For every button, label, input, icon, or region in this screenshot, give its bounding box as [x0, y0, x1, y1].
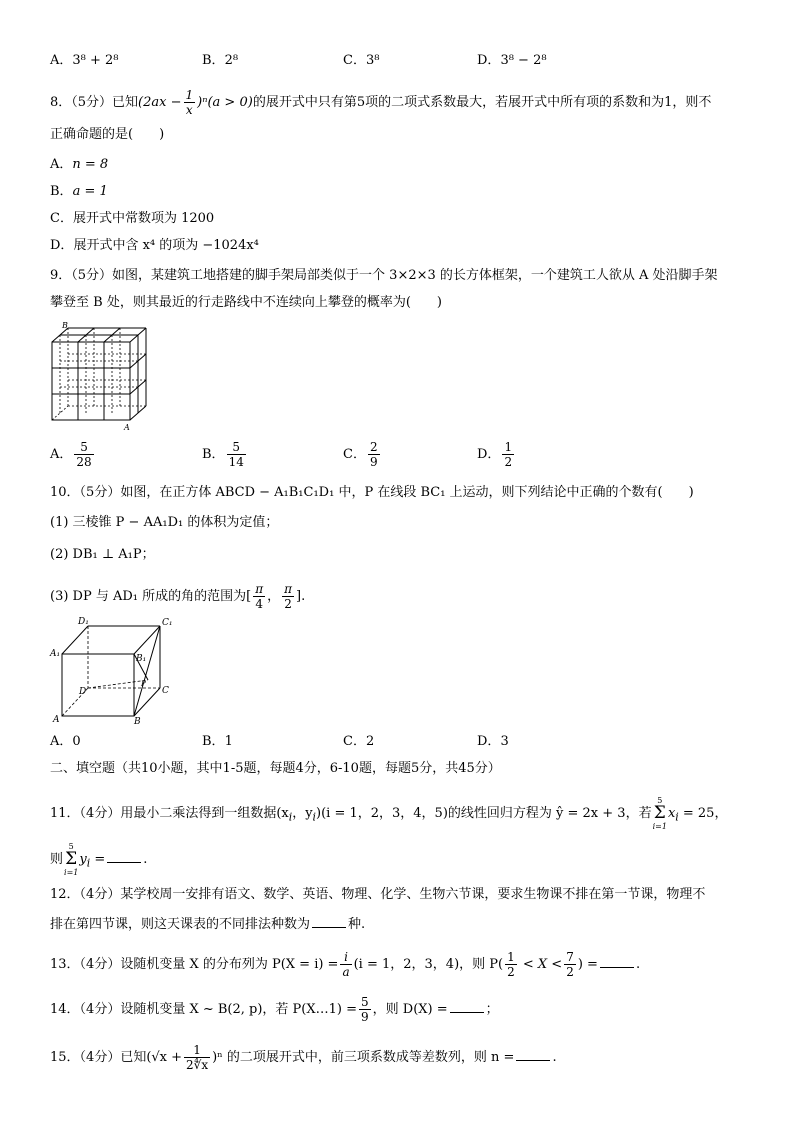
option-value: 3⁸ — [365, 53, 380, 68]
option-fraction — [368, 440, 380, 469]
denominator: 4 — [255, 597, 263, 611]
sum-lower: i=1 — [64, 868, 79, 877]
cube-label-d1: D₁ — [78, 617, 89, 627]
q12-line1: 12．（4分）某学校周一安排有语文、数学、英语、物理、化学、生物六节课，要求生物课不排在第一节课，物理不 — [50, 887, 706, 902]
q7-option-d — [477, 52, 547, 70]
option-key: B． — [202, 734, 225, 749]
q8-option-a — [50, 156, 108, 174]
subscript: i — [312, 810, 317, 824]
q14-fraction — [359, 995, 371, 1024]
numerator: π — [284, 582, 293, 596]
cube-label-b: B — [134, 717, 141, 726]
q10-option-d — [477, 733, 509, 751]
option-key: D． — [477, 447, 501, 462]
q15-text: 15．（4分）已知(√x + — [50, 1050, 183, 1065]
denominator: 14 — [228, 455, 244, 469]
q9-line2: 攀登至 B 处，则其最近的行走路线中不连续向上攀登的概率为( ) — [50, 295, 442, 310]
option-key: B． — [202, 447, 225, 462]
denominator: 9 — [361, 1010, 369, 1024]
q8-expr-b: )ⁿ(a > 0) — [197, 95, 253, 110]
numerator: 5 — [227, 440, 246, 455]
sum-symbol: 5 Σ i=1 — [652, 796, 667, 831]
sum-upper: 5 — [68, 842, 74, 851]
subscript: i — [86, 856, 91, 870]
q10-option-c — [343, 733, 374, 751]
option-value: 展开式中常数项为 1200 — [72, 211, 215, 226]
q10-statement-2: (2) DB₁ ⊥ A₁P； — [50, 547, 155, 562]
sum-symbol: 5 Σ i=1 — [64, 842, 79, 877]
scaffold-label-a: A — [124, 423, 130, 432]
numerator: 1 — [185, 88, 194, 102]
q11-text: x — [667, 806, 676, 821]
q13-fraction-3 — [564, 950, 576, 979]
numerator: 7 — [566, 950, 574, 964]
option-key: B． — [50, 184, 73, 199]
q8-line2: 正确命题的是( ) — [50, 127, 165, 142]
cube-figure — [48, 614, 178, 726]
q13-fraction-1 — [340, 950, 351, 979]
denominator: 2∜x — [186, 1058, 209, 1072]
denominator: 9 — [369, 455, 378, 469]
scaffold-figure — [48, 322, 158, 432]
option-key: A． — [50, 734, 73, 749]
sum-lower: i=1 — [652, 822, 667, 831]
numerator: 1 — [504, 440, 513, 454]
answer-blank[interactable] — [312, 915, 346, 928]
option-key: C． — [343, 447, 366, 462]
answer-blank[interactable] — [450, 1000, 484, 1013]
q15-line — [50, 1043, 557, 1072]
q13-line — [50, 950, 640, 979]
q13-text: ) = — [577, 957, 598, 972]
subscript: i — [288, 810, 293, 824]
section-heading: 二、填空题（共10小题，其中1-5题，每题4分，6-10题，每题5分，共45分） — [50, 761, 501, 776]
cube-label-d: D — [79, 687, 87, 697]
q10-option-a — [50, 733, 81, 751]
q9-option-c — [343, 440, 382, 469]
cube-label-c: C — [162, 686, 169, 696]
q7-option-b — [202, 52, 238, 70]
denominator: 2 — [566, 965, 574, 979]
q8-prefix: 8．（5分）已知 — [50, 95, 139, 110]
option-value: 3⁸ + 2⁸ — [72, 53, 119, 68]
range-fraction-2 — [282, 582, 294, 611]
option-key: A． — [50, 157, 73, 172]
denominator: 2 — [284, 597, 292, 611]
option-fraction — [74, 440, 93, 469]
q8-option-b — [50, 183, 108, 201]
option-key: C． — [50, 211, 73, 226]
q13-text: (i = 1，2，3，4)，则 P( — [353, 957, 504, 972]
option-value: 3⁸ − 2⁸ — [500, 53, 547, 68]
q10-statement-1: (1) 三棱锥 P − AA₁D₁ 的体积为定值； — [50, 515, 279, 530]
q12-text: 排在第四节课，则这天课表的不同排法种数为 — [50, 917, 311, 932]
q13-text: . — [635, 957, 641, 972]
q14-text: ，则 D(X) = — [372, 1002, 448, 1017]
q12-line2 — [50, 915, 365, 934]
denominator: 28 — [76, 455, 92, 469]
q8-option-d — [50, 237, 259, 255]
q11-line2 — [50, 842, 147, 877]
option-key: A． — [50, 53, 73, 68]
q9-line1: 9．（5分）如图，某建筑工地搭建的脚手架局部类似于一个 3×2×3 的长方体框架，一个建筑工人欲从 A 处沿脚手架 — [50, 268, 718, 283]
q15-fraction — [184, 1043, 210, 1072]
scaffold-label-b: B — [62, 322, 68, 330]
q10-statement-3 — [50, 582, 305, 611]
q8-option-c — [50, 210, 214, 228]
q8-rest: 的展开式中只有第5项的二项式系数最大，若展开式中所有项的系数和为1，则不 — [252, 95, 712, 110]
cube-label-a1: A₁ — [50, 649, 61, 659]
q11-line1 — [50, 796, 727, 831]
cube-label-a: A — [53, 715, 60, 725]
option-key: C． — [343, 53, 366, 68]
denominator: 2 — [507, 965, 515, 979]
option-value: 3 — [500, 734, 509, 749]
q13-fraction-2 — [505, 950, 517, 979]
sum-upper: 5 — [657, 796, 663, 805]
q11-text: . — [143, 852, 148, 867]
q7-option-c — [343, 52, 379, 70]
q8-expr-a: (2ax − — [138, 95, 182, 110]
option-value: a = 1 — [72, 184, 108, 199]
option-key: A． — [50, 447, 73, 462]
q11-text: ，y — [292, 806, 313, 821]
numerator: 1 — [507, 950, 515, 964]
numerator: 5 — [74, 440, 93, 455]
q9-option-a — [50, 440, 96, 469]
q12-text: 种. — [348, 917, 366, 932]
answer-blank[interactable] — [107, 850, 141, 863]
subscript: i — [675, 810, 679, 824]
option-fraction — [502, 440, 514, 469]
q11-text: )(i = 1，2，3，4，5)的线性回归方程为 ŷ = 2x + 3，若 — [316, 806, 652, 821]
q14-line — [50, 995, 499, 1024]
option-fraction — [227, 440, 246, 469]
q9-option-d — [477, 440, 516, 469]
option-value: 1 — [224, 734, 233, 749]
q14-text: 14．（4分）设随机变量 X ~ B(2, p)，若 P(X…1) = — [50, 1002, 357, 1017]
option-value: 展开式中含 x⁴ 的项为 −1024x⁴ — [73, 238, 259, 253]
q13-text: 13．（4分）设随机变量 X 的分布列为 P(X = i) = — [50, 957, 339, 972]
numerator: π — [255, 582, 264, 596]
numerator: 2 — [369, 440, 378, 454]
option-key: D． — [477, 734, 501, 749]
q11-text: = 25， — [678, 806, 728, 821]
statement-text: (3) DP 与 AD₁ 所成的角的范围为[ — [50, 589, 252, 604]
q15-text: . — [552, 1050, 557, 1065]
option-key: D． — [50, 238, 74, 253]
separator: ， — [267, 589, 281, 604]
option-value: 2⁸ — [224, 53, 239, 68]
q15-text: )ⁿ 的二项展开式中，前三项系数成等差数列，则 n = — [212, 1050, 515, 1065]
option-key: D． — [477, 53, 501, 68]
range-fraction-1 — [253, 582, 265, 611]
option-value: n = 8 — [72, 157, 109, 172]
q10-line1: 10．（5分）如图，在正方体 ABCD − A₁B₁C₁D₁ 中，P 在线段 BC₁ 上运动，则下列结论中正确的个数有( ) — [50, 485, 694, 500]
denominator: x — [185, 103, 193, 117]
option-key: C． — [343, 734, 366, 749]
answer-blank[interactable] — [600, 955, 634, 968]
q9-option-b — [202, 440, 248, 469]
option-key: B． — [202, 53, 225, 68]
q7-option-a — [50, 52, 119, 70]
denominator: 2 — [504, 455, 513, 469]
answer-blank[interactable] — [516, 1048, 550, 1061]
q11-text: 则 — [50, 852, 64, 867]
option-value: 0 — [72, 734, 81, 749]
q14-text: ； — [485, 1002, 499, 1017]
denominator: a — [342, 965, 350, 979]
cube-label-p: P — [141, 680, 146, 688]
q11-text: = — [90, 852, 106, 867]
option-value: 2 — [365, 734, 375, 749]
q8-fraction — [184, 88, 196, 117]
q10-option-b — [202, 733, 233, 751]
numerator: i — [340, 950, 351, 965]
q11-text: 11．（4分）用最小二乘法得到一组数据(x — [50, 806, 289, 821]
statement-text: ]. — [296, 589, 306, 604]
q8-stem — [50, 88, 711, 117]
numerator: 5 — [361, 995, 369, 1009]
q13-text: < X < — [518, 957, 563, 972]
q11-text: y — [79, 852, 87, 867]
cube-label-b1: B₁ — [136, 654, 147, 664]
numerator: 1 — [184, 1043, 210, 1058]
cube-label-c1: C₁ — [162, 618, 173, 628]
